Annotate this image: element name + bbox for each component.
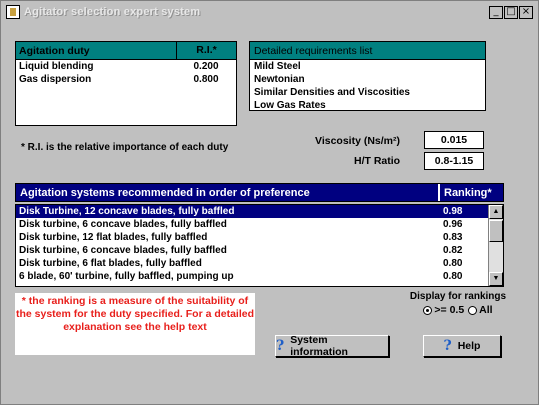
app-icon — [6, 5, 20, 19]
list-item[interactable] — [16, 205, 489, 218]
requirement-text: Low Gas Rates — [254, 100, 326, 111]
requirements-title: Detailed requirements list — [254, 44, 373, 57]
question-icon: ? — [276, 338, 285, 354]
scroll-down-icon[interactable]: ▼ — [489, 272, 503, 286]
viscosity-field[interactable]: 0.015 — [424, 131, 484, 149]
system-rank: 0.98 — [443, 206, 463, 217]
list-item[interactable] — [16, 231, 489, 244]
list-scrollbar[interactable] — [488, 205, 503, 286]
client-area — [3, 23, 536, 402]
duty-table-header — [16, 42, 236, 60]
duty-name: Liquid blending — [19, 61, 94, 72]
recommendations-list[interactable] — [15, 204, 504, 287]
requirement-item — [250, 60, 485, 73]
ri-column-header: R.I.* — [176, 42, 236, 59]
maximize-button[interactable]: □ — [504, 6, 518, 19]
system-rank: 0.82 — [443, 245, 463, 256]
scroll-thumb[interactable] — [489, 220, 503, 242]
list-item[interactable] — [16, 270, 489, 283]
ht-ratio-label: H/T Ratio — [354, 155, 401, 167]
duty-name: Gas dispersion — [19, 74, 92, 85]
viscosity-label: Viscosity (Ns/m²) — [315, 135, 400, 147]
system-rank: 0.80 — [443, 258, 463, 269]
duty-ri: 0.800 — [193, 74, 219, 85]
system-name: Disk turbine, 12 flat blades, fully baffled — [19, 232, 208, 243]
radio-threshold-label: >= 0.5 — [434, 304, 465, 316]
radio-unchecked-icon — [468, 306, 477, 315]
list-item[interactable] — [16, 244, 489, 257]
requirement-text: Newtonian — [254, 74, 305, 85]
radio-threshold[interactable] — [423, 304, 464, 316]
system-name: Disk turbine, 6 concave blades, fully baffled — [19, 219, 227, 230]
requirements-header — [250, 42, 485, 60]
recommendations-rows — [16, 205, 489, 283]
scroll-up-icon[interactable]: ▲ — [489, 205, 503, 219]
ranking-filter-options — [403, 304, 513, 316]
display-rankings-group — [403, 291, 513, 316]
system-rank: 0.96 — [443, 219, 463, 230]
system-information-button[interactable] — [275, 335, 389, 357]
title-bar[interactable] — [3, 3, 536, 21]
duty-column-header: Agitation duty — [19, 44, 90, 57]
agitation-duty-table — [15, 41, 237, 126]
close-button[interactable]: × — [519, 6, 533, 19]
radio-all-label: All — [479, 304, 493, 316]
display-rankings-label: Display for rankings — [409, 291, 507, 302]
recommendations-title: Agitation systems recommended in order of preference — [20, 186, 310, 199]
help-label: Help — [457, 340, 481, 352]
system-rank: 0.80 — [443, 271, 463, 282]
recommendations-header — [15, 183, 504, 202]
question-icon: ? — [443, 338, 452, 354]
system-name: 6 blade, 60' turbine, fully baffled, pumping up — [19, 271, 234, 282]
help-button[interactable] — [423, 335, 501, 357]
duty-row[interactable] — [16, 60, 236, 73]
ri-note: * R.I. is the relative importance of each duty — [21, 142, 229, 153]
requirement-item — [250, 86, 485, 99]
list-item[interactable] — [16, 257, 489, 270]
requirement-text: Mild Steel — [254, 61, 301, 72]
minimize-button[interactable]: _ — [489, 6, 503, 19]
requirement-item — [250, 73, 485, 86]
requirement-text: Similar Densities and Viscosities — [254, 87, 410, 98]
list-item[interactable] — [16, 218, 489, 231]
ranking-header: Ranking* — [438, 184, 502, 201]
system-name: Disk turbine, 6 concave blades, fully baffled — [19, 245, 227, 256]
requirements-list — [249, 41, 486, 111]
duty-ri: 0.200 — [193, 61, 219, 72]
ranking-note: * the ranking is a measure of the suitability of the system for the duty specified. For a detailed explanation see the help text — [15, 293, 255, 355]
requirement-item — [250, 99, 485, 112]
ht-ratio-field[interactable]: 0.8-1.15 — [424, 152, 484, 170]
system-name: Disk Turbine, 12 concave blades, fully baffled — [19, 206, 235, 217]
system-information-label: System information — [290, 334, 348, 358]
radio-checked-icon — [423, 306, 432, 315]
window-title: Agitator selection expert system — [24, 6, 201, 18]
radio-all[interactable] — [468, 304, 492, 316]
window-controls — [488, 6, 533, 19]
system-name: Disk turbine, 6 flat blades, fully baffled — [19, 258, 202, 269]
duty-row[interactable] — [16, 73, 236, 86]
system-rank: 0.83 — [443, 232, 463, 243]
